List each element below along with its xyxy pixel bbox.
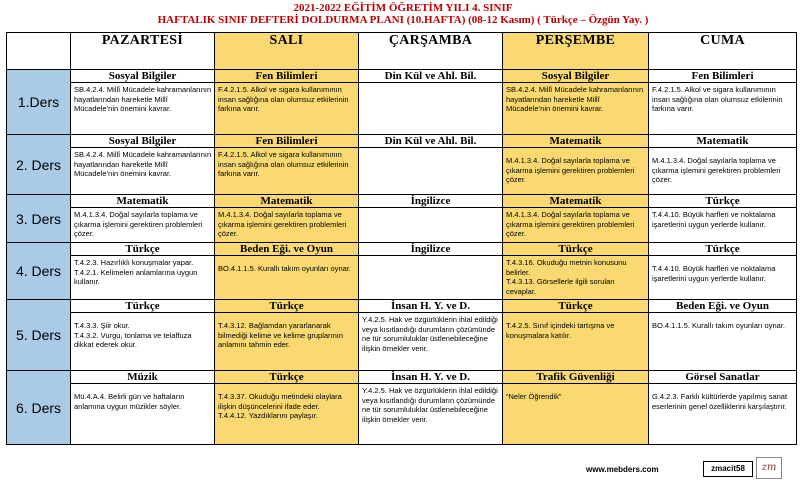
day-header-friday: CUMA	[649, 33, 797, 70]
subject-name: Türkçe	[215, 371, 358, 384]
author-logo	[756, 457, 782, 479]
schedule-cell	[215, 70, 359, 135]
subject-name: İngilizce	[359, 195, 502, 208]
day-header-wednesday: ÇARŞAMBA	[359, 33, 503, 70]
schedule-cell	[359, 135, 503, 195]
subject-name: Türkçe	[649, 243, 796, 256]
schedule-cell	[71, 195, 215, 243]
objective-text	[359, 256, 502, 258]
objective-text: T.4.2.5. Sınıf içindeki tartışma ve konuşmalara katılır.	[506, 321, 615, 340]
subject-name: İnsan H. Y. ve D.	[359, 300, 502, 313]
objective-text: M.4.1.3.4. Doğal sayılarla toplama ve çıkarma işlemini gerektiren problemleri çözer.	[218, 210, 347, 239]
objective-text: M.4.1.3.4. Doğal sayılarla toplama ve çıkarma işlemini gerektiren problemleri çözer.	[74, 210, 203, 239]
objective-text: T.4.2.3. Hazırlıklı konuşmalar yapar. T.4.2.1. Kelimeleri anlamlarına uygun kullanır.	[74, 258, 198, 287]
schedule-cell	[649, 70, 797, 135]
subject-name: Türkçe	[71, 300, 214, 313]
subject-name: Trafik Güvenliği	[503, 371, 648, 384]
lesson-row	[7, 70, 797, 135]
objective-text: M.4.1.3.4. Doğal sayılarla toplama ve çıkarma işlemini gerektiren problemleri çözer.	[506, 210, 635, 239]
corner-cell	[7, 33, 71, 70]
schedule-cell	[359, 243, 503, 300]
schedule-table	[6, 32, 797, 445]
subject-name: Matematik	[503, 195, 648, 208]
subject-name: Türkçe	[71, 243, 214, 256]
document-title: 2021-2022 EĞİTİM ÖĞRETİM YILI 4. SINIF	[293, 2, 513, 14]
objective-text: F.4.2.1.5. Alkol ve sigara kullanımının insan sağlığına olan olumsuz etkilerinin farkına varır.	[652, 85, 783, 114]
lesson-row	[7, 135, 797, 195]
schedule-cell	[503, 195, 649, 243]
objective-text	[359, 83, 502, 85]
schedule-cell	[215, 300, 359, 371]
schedule-cell	[649, 195, 797, 243]
objective-text	[359, 148, 502, 150]
schedule-cell	[359, 371, 503, 445]
schedule-cell	[503, 243, 649, 300]
subject-name: Matematik	[649, 135, 796, 148]
objective-text: F.4.2.1.5. Alkol ve sigara kullanımının insan sağlığına olan olumsuz etkilerinin farkına varır.	[218, 150, 349, 179]
subject-name: Fen Bilimleri	[649, 70, 796, 83]
lesson-label: 4. Ders	[7, 243, 71, 300]
day-header-thursday: PERŞEMBE	[503, 33, 649, 70]
author-badge: zmacit58	[703, 461, 753, 477]
objective-text: BO.4.1.1.5. Kurallı takım oyunları oynar.	[218, 264, 351, 273]
author-logo-text: zm	[761, 462, 777, 473]
objective-text: M.4.1.3.4. Doğal sayılarla toplama ve çıkarma işlemini gerektiren problemleri çözer.	[506, 156, 635, 185]
schedule-cell	[215, 135, 359, 195]
objective-text: SB.4.2.4. Millî Mücadele kahramanlarının hayatlarından hareketle Millî Mücadele’nin önemini kavrar.	[506, 85, 644, 114]
lesson-label: 1.Ders	[7, 70, 71, 135]
subject-name: Türkçe	[503, 300, 648, 313]
objective-text: Y.4.2.5. Hak ve özgürlüklerin ihlal edildiği veya kısıtlandığı durumların çözümünde ne tür sorumluluklar üstlenebileceğine ilişkin örnekler verir.	[362, 315, 498, 353]
schedule-cell	[71, 135, 215, 195]
objective-text: Y.4.2.5. Hak ve özgürlüklerin ihlal edildiği veya kısıtlandığı durumların çözümünde ne tür sorumluluklar üstlenebileceğine ilişkin örnekler verir.	[362, 386, 498, 424]
schedule-cell	[503, 135, 649, 195]
website-link[interactable]: www.mebders.com	[586, 465, 659, 474]
subject-name: Matematik	[71, 195, 214, 208]
objective-text: SB.4.2.4. Millî Mücadele kahramanlarının hayatlarından hareketle Millî Mücadele’nin önemini kavrar.	[74, 150, 212, 179]
header-row	[7, 33, 797, 70]
objective-text: “Neler Öğrendik”	[506, 392, 562, 401]
document-subtitle: HAFTALIK SINIF DEFTERİ DOLDURMA PLANI (10.HAFTA) (08-12 Kasım) ( Türkçe – Özgün Yay. )	[157, 14, 649, 26]
subject-name: Fen Bilimleri	[215, 135, 358, 148]
objective-text: T.4.3.3. Şiir okur. T.4.3.2. Vurgu, tonlama ve telaffuza dikkat ederek okur.	[74, 321, 192, 350]
subject-name: Türkçe	[215, 300, 358, 313]
objective-text: M.4.1.3.4. Doğal sayılarla toplama ve çıkarma işlemini gerektiren problemleri çözer.	[652, 156, 781, 185]
subject-name: İngilizce	[359, 243, 502, 256]
subject-name: Matematik	[215, 195, 358, 208]
schedule-cell	[649, 371, 797, 445]
lesson-row	[7, 195, 797, 243]
subject-name: Türkçe	[503, 243, 648, 256]
schedule-cell	[71, 70, 215, 135]
subject-name: Din Kül ve Ahl. Bil.	[359, 135, 502, 148]
subject-name: Matematik	[503, 135, 648, 148]
lesson-label: 3. Ders	[7, 195, 71, 243]
schedule-cell	[649, 135, 797, 195]
day-header-monday: PAZARTESİ	[71, 33, 215, 70]
lesson-row	[7, 371, 797, 445]
objective-text: F.4.2.1.5. Alkol ve sigara kullanımının insan sağlığına olan olumsuz etkilerinin farkına varır.	[218, 85, 349, 114]
schedule-cell	[71, 243, 215, 300]
subject-name: Beden Eği. ve Oyun	[649, 300, 796, 313]
subject-name: Türkçe	[649, 195, 796, 208]
lesson-label: 5. Ders	[7, 300, 71, 371]
lesson-row	[7, 300, 797, 371]
schedule-cell	[503, 70, 649, 135]
schedule-cell	[215, 371, 359, 445]
subject-name: Müzik	[71, 371, 214, 384]
objective-text: BO.4.1.1.5. Kurallı takım oyunları oynar.	[652, 321, 785, 330]
subject-name: Sosyal Bilgiler	[71, 135, 214, 148]
schedule-cell	[649, 300, 797, 371]
objective-text: SB.4.2.4. Millî Mücadele kahramanlarının hayatlarından hareketle Millî Mücadele’nin önemini kavrar.	[74, 85, 212, 114]
day-header-tuesday: SALI	[215, 33, 359, 70]
subject-name: Din Kül ve Ahl. Bil.	[359, 70, 502, 83]
schedule-cell	[359, 195, 503, 243]
subject-name: İnsan H. Y. ve D.	[359, 371, 502, 384]
lesson-row	[7, 243, 797, 300]
schedule-cell	[215, 243, 359, 300]
objective-text: T.4.4.10. Büyük harfleri ve noktalama işaretlerini uygun yerlerde kullanır.	[652, 264, 776, 283]
schedule-cell	[71, 371, 215, 445]
objective-text: T.4.3.16. Okuduğu metnin konusunu belirler. T.4.3.13. Görsellerle ilgili soruları cevaplar.	[506, 258, 627, 296]
objective-text: Mü.4.A.4. Belirli gün ve haftaların anlamına uygun müzikler söyler.	[74, 392, 185, 411]
objective-text: T.4.3.37. Okuduğu metindeki olaylara ilişkin düşüncelerini ifade eder. T.4.4.12. Yazdıklarını paylaşır.	[218, 392, 342, 421]
schedule-cell	[359, 300, 503, 371]
lesson-label: 6. Ders	[7, 371, 71, 445]
subject-name: Fen Bilimleri	[215, 70, 358, 83]
schedule-cell	[71, 300, 215, 371]
lesson-label: 2. Ders	[7, 135, 71, 195]
objective-text: T.4.3.12. Bağlamdan yararlanarak bilmediği kelime ve kelime gruplarının anlamını tahmin eder.	[218, 321, 344, 350]
subject-name: Görsel Sanatlar	[649, 371, 796, 384]
objective-text: G.4.2.3. Farklı kültürlerde yapılmış sanat eserlerinin genel özelliklerini karşılaştırır.	[652, 392, 788, 411]
schedule-cell	[503, 371, 649, 445]
schedule-cell	[503, 300, 649, 371]
schedule-cell	[215, 195, 359, 243]
subject-name: Sosyal Bilgiler	[71, 70, 214, 83]
objective-text	[359, 208, 502, 210]
subject-name: Sosyal Bilgiler	[503, 70, 648, 83]
schedule-cell	[359, 70, 503, 135]
subject-name: Beden Eği. ve Oyun	[215, 243, 358, 256]
schedule-cell	[649, 243, 797, 300]
objective-text: T.4.4.10. Büyük harfleri ve noktalama işaretlerini uygun yerlerde kullanır.	[652, 210, 776, 229]
